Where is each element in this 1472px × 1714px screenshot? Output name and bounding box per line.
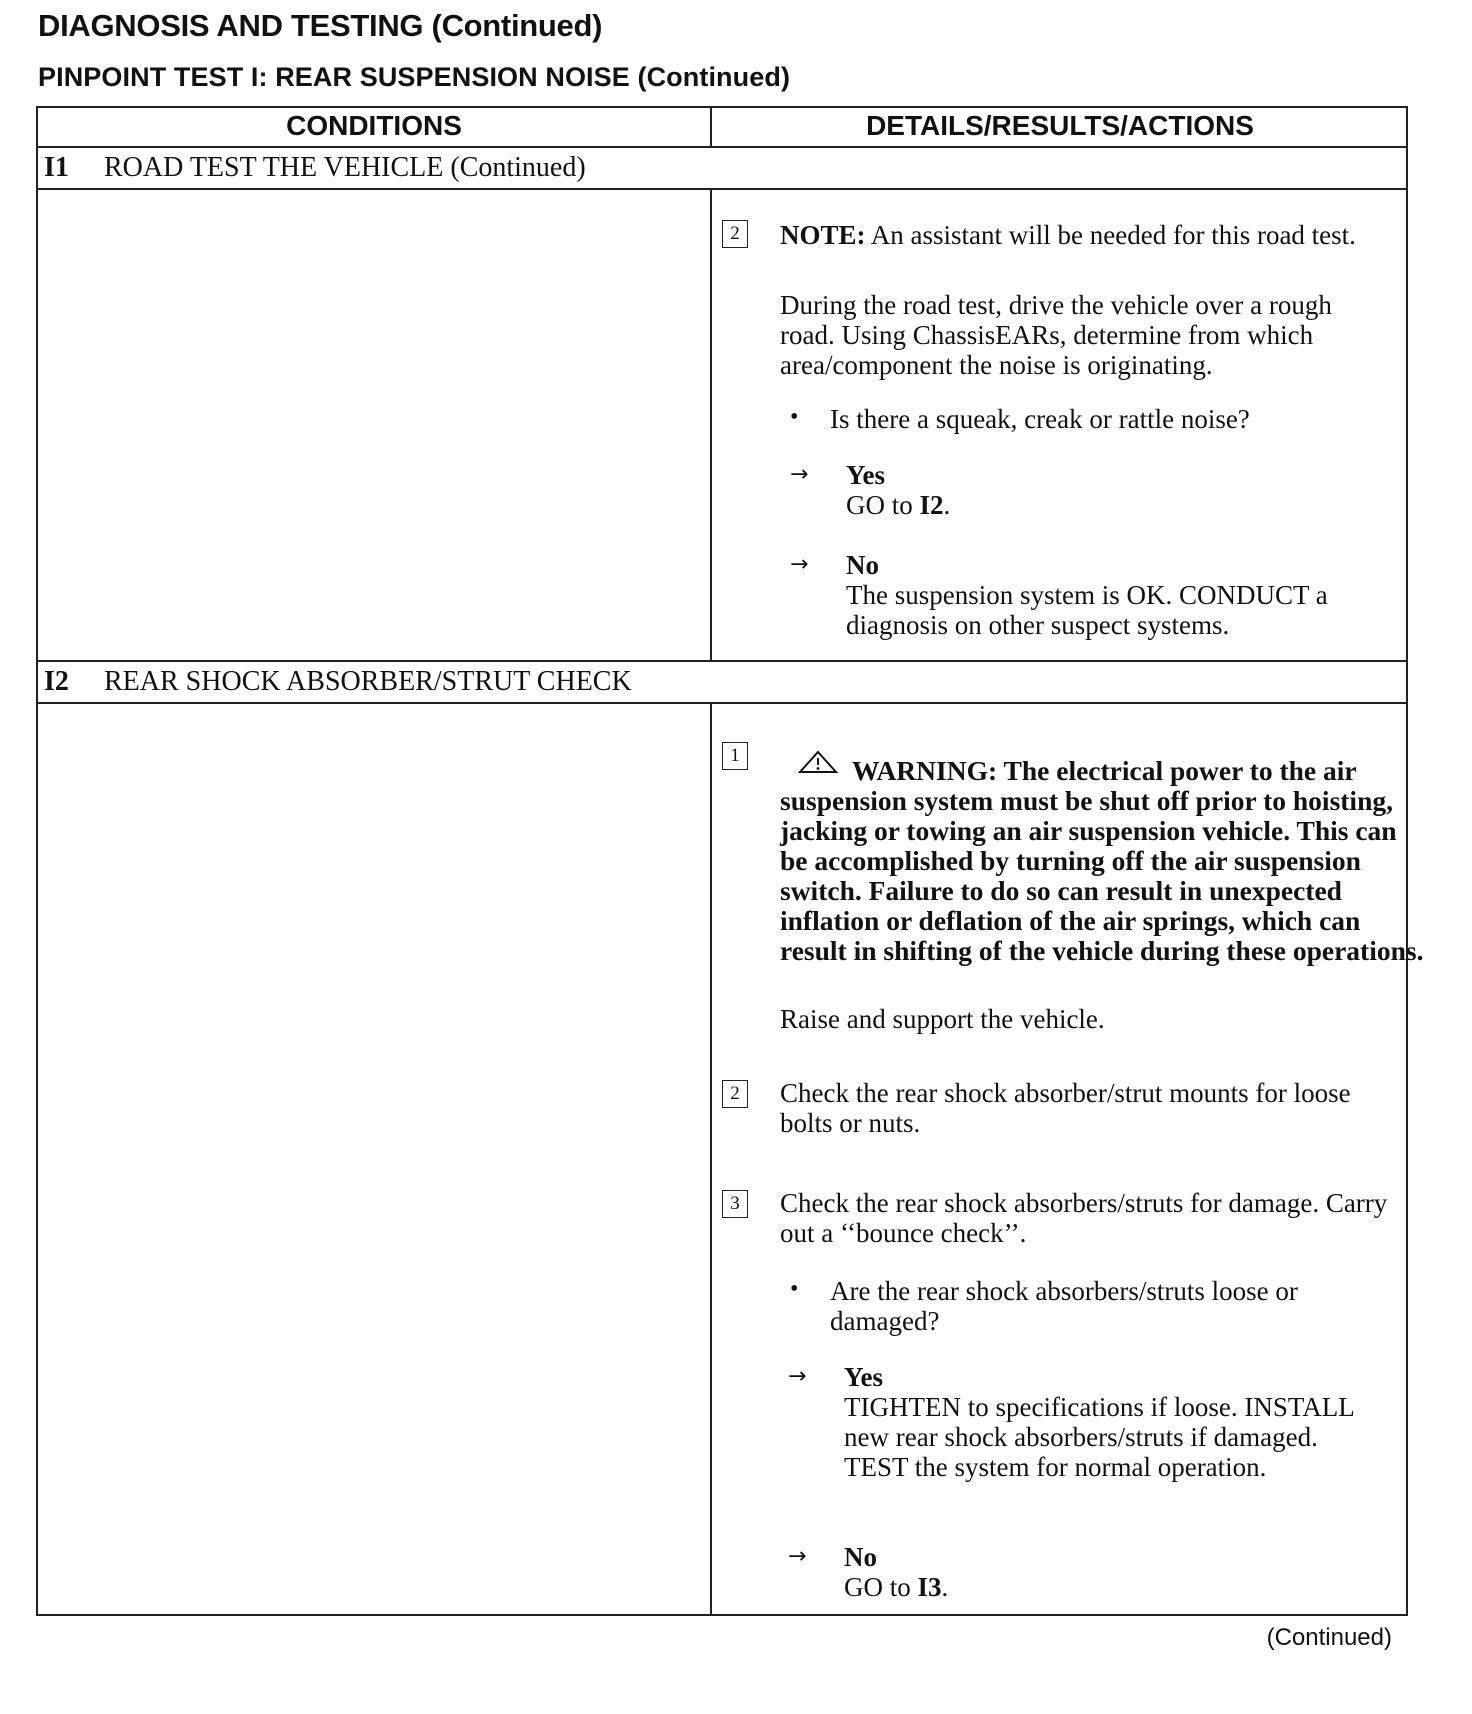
yes-label: Yes bbox=[846, 460, 885, 490]
bullet-dot: • bbox=[790, 1276, 799, 1302]
no-action: The suspension system is OK. CONDUCT a diagnosis on other suspect systems. bbox=[846, 580, 1328, 640]
no-result bbox=[844, 1542, 1384, 1602]
step-i1-title: ROAD TEST THE VEHICLE (Continued) bbox=[104, 152, 586, 183]
arrow-right-icon: → bbox=[788, 1544, 807, 1569]
column-divider bbox=[710, 108, 712, 148]
row-divider bbox=[38, 660, 1406, 662]
yes-target-step: I2 bbox=[919, 490, 944, 520]
instruction-text: Check the rear shock absorber/strut mounts for loose bolts or nuts. bbox=[780, 1078, 1351, 1138]
yes-label: Yes bbox=[844, 1362, 883, 1392]
step-i2-number: I2 bbox=[44, 666, 69, 697]
row-divider bbox=[38, 702, 1406, 704]
page-subtitle: PINPOINT TEST I: REAR SUSPENSION NOISE (Continued) bbox=[38, 62, 791, 92]
question-text: Are the rear shock absorbers/struts loose or damaged? bbox=[830, 1276, 1298, 1336]
column-divider bbox=[710, 702, 712, 1614]
continued-label: (Continued) bbox=[1266, 1624, 1392, 1651]
step-number-box: 2 bbox=[722, 1080, 748, 1108]
step-i2-title: REAR SHOCK ABSORBER/STRUT CHECK bbox=[104, 666, 632, 697]
note-label: NOTE: bbox=[780, 220, 866, 250]
yes-action: GO to bbox=[846, 490, 920, 520]
no-result bbox=[846, 550, 1386, 640]
warning-text: WARNING: The electrical power to the air suspension system must be shut off prior to hoisting, jacking or towing an air suspension vehicle. This can be accomplished by turning off the air suspension switch. Failure to do so can result in unexpected inflation or deflation of the air springs, which can result in shifting of the vehicle during these operations. bbox=[780, 755, 1424, 966]
step-i1-title-row bbox=[44, 152, 586, 184]
note-text bbox=[780, 220, 1380, 250]
question-text: Is there a squeak, creak or rattle noise? bbox=[830, 404, 1250, 434]
step-number-box: 3 bbox=[722, 1190, 748, 1218]
yes-action: TIGHTEN to specifications if loose. INSTALL new rear shock absorbers/struts if damaged. TEST the system for normal operation. bbox=[844, 1392, 1354, 1482]
no-action-end: . bbox=[941, 1572, 949, 1602]
arrow-right-icon: → bbox=[788, 1364, 807, 1389]
yes-action-end: . bbox=[943, 490, 951, 520]
no-label: No bbox=[844, 1542, 877, 1572]
yes-result bbox=[844, 1362, 1384, 1482]
column-header-details: DETAILS/RESULTS/ACTIONS bbox=[866, 110, 1254, 141]
step-i1-number: I1 bbox=[44, 152, 69, 183]
no-label: No bbox=[846, 550, 879, 580]
step-i2-title-row bbox=[44, 666, 632, 698]
no-action: GO to bbox=[844, 1572, 918, 1602]
yes-result bbox=[846, 460, 1386, 520]
row-divider bbox=[38, 146, 1406, 148]
bullet-dot: • bbox=[790, 404, 799, 430]
instruction-paragraph: During the road test, drive the vehicle over a rough road. Using ChassisEARs, determine from which area/component the noise is originating. bbox=[780, 290, 1332, 380]
arrow-right-icon: → bbox=[790, 552, 809, 577]
no-target-step: I3 bbox=[917, 1572, 942, 1602]
arrow-right-icon: → bbox=[790, 462, 809, 487]
page-title: DIAGNOSIS AND TESTING (Continued) bbox=[38, 8, 603, 43]
step-number-box: 2 bbox=[722, 220, 748, 248]
row-divider bbox=[38, 188, 1406, 190]
step-number-box: 1 bbox=[722, 742, 748, 770]
note-body: An assistant will be needed for this road test. bbox=[865, 220, 1356, 250]
instruction-text: Check the rear shock absorbers/struts for damage. Carry out a ‘‘bounce check’’. bbox=[780, 1188, 1388, 1248]
pinpoint-test-table bbox=[36, 106, 1424, 1616]
column-header-conditions: CONDITIONS bbox=[286, 110, 462, 141]
column-divider bbox=[710, 188, 712, 662]
action-text: Raise and support the vehicle. bbox=[780, 1004, 1105, 1034]
